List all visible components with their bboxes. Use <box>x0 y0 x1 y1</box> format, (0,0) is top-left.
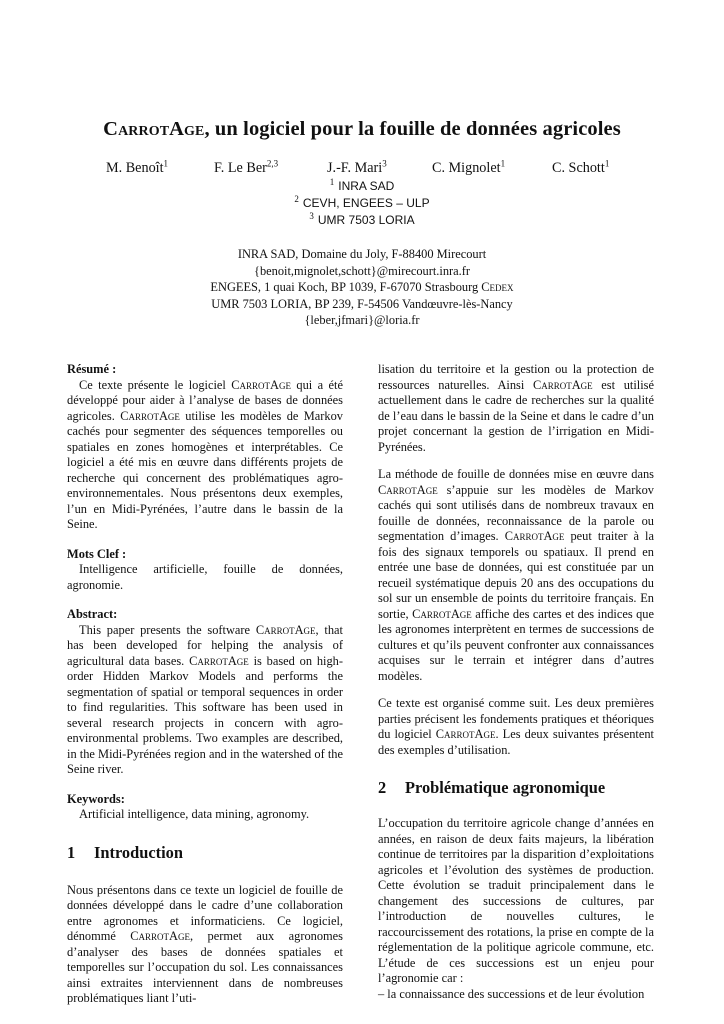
paragraph: lisation du territoire et la gestion ou la protection de ressources naturelles. Ainsi CarrotAge est utilisé actuellement dans le cadre de recherches sur la qualité de l’eau dans le bassin de la Seine et dans le cadre d’un projet concernant la gestion de l’irrigation en Midi-Pyrénées. <box>378 362 654 454</box>
title-carrot-a: A <box>169 118 185 140</box>
address-line: ENGEES, 1 quai Koch, BP 1039, F-67070 Strasbourg Cedex <box>210 280 514 295</box>
abstract-heading: Abstract: <box>67 607 118 621</box>
paragraph: L’occupation du territoire agricole change d’années en années, en raison de deux faits majeurs, la libération continue de territoires par la disparition d’exploitations agricoles et l’évolution des systèmes de production. Cette évolution se traduit principalement dans le changement des successions de cultures, par l’introduction de nouvelles cultures, le raccourcissement des rotations, la prise en compte de la réglementation de la politique agricole commune, etc. L’étude de ces successions est un enjeu pour l’agronomie car : <box>378 816 654 985</box>
paragraph: Ce texte est organisé comme suit. Les deux premières parties précisent les fondements pratiques et théoriques du logiciel CarrotAge. Les deux suivantes présentent des exemples d’utilisation. <box>378 696 655 757</box>
resume-text: Ce texte présente le logiciel CarrotAge qui a été développé pour aider à l’analyse de bases de données agricoles. CarrotAge utilise les modèles de Markov cachés pour segmenter des séquences temporelles ou spatiales en zones homogènes et interprétables. Ce logiciel a été mis en œuvre dans différents projets de recherche qui concernent des problématiques agro-environnementales. Nous présentons deux exemples, l’un en Midi-Pyrénées, l’autre dans le bassin de la Seine. <box>67 377 343 531</box>
motsclef-text: Intelligence artificielle, fouille de données, agronomie. <box>67 562 343 592</box>
author: C. Mignolet$^1$ <box>432 158 506 176</box>
paragraph: La méthode de fouille de données mise en œuvre dans CarrotAge s’appuie sur les modèles de Markov cachés qui sont utilisés dans de nombreux travaux en fouille de données, reconnaissance de la parole ou segmentation d’images. CarrotAge peut traiter à la fois des signaux temporels ou spatiaux. Il prend en entrée une base de données, qui est constituée par un recueil systématique depuis 20 ans des occupations du sol sur un ensemble de points du territoire français. En sortie, CarrotAge affiche des cartes et des indices que les agronomes interprètent en termes de successions de cultures et qu’ils peuvent confronter aux connaissances acquises sur le terrain et intégrer dans d’autres modèles. <box>378 467 655 683</box>
email-line: {benoit,mignolet,schott}@mirecourt.inra.fr <box>254 263 470 278</box>
address-block <box>0 246 724 329</box>
abstract-text: This paper presents the software CarrotAge, that has been developed for helping the analysis of agricultural data bases. CarrotAge is based on high-order Hidden Markov Models and performs the segmentation of spatial or temporal sequences in order to find regularities. This software has been used in several research projects in concern with agro-environmental problems. Two examples are described, in the Midi-Pyrénées region and in the watershed of the Seine river. <box>67 622 343 776</box>
paper-title <box>0 118 724 141</box>
left-column <box>67 362 343 1007</box>
address-line: INRA SAD, Domaine du Joly, F-88400 Mirecourt <box>237 247 487 261</box>
motsclef-heading: Mots Clef : <box>67 546 127 561</box>
keywords-text: Artificial intelligence, data mining, agronomy. <box>79 807 310 821</box>
author: F. Le Ber$^{2,3}$ <box>214 158 279 176</box>
affiliation-list <box>0 178 724 229</box>
title-carrot-ge: ge <box>184 118 205 140</box>
email-line: {leber,jfmari}@loria.fr <box>304 313 420 328</box>
title-carrot-arrot: arrot <box>118 118 170 140</box>
list-item: – la connaissance des successions et de leur évolution <box>378 986 645 1001</box>
section-heading-problematique: 2 Problématique agronomique <box>378 778 606 797</box>
affiliation: $^3$ UMR 7503 LORIA <box>309 211 415 227</box>
title-carrot-c: C <box>103 118 119 140</box>
address-line: UMR 7503 LORIA, BP 239, F-54506 Vandœuvre-lès-Nancy <box>211 296 513 311</box>
resume-heading: Résumé : <box>67 362 117 376</box>
section-heading-introduction: 1 Introduction <box>67 842 183 862</box>
affiliation: $^1$ INRA SAD <box>329 177 395 193</box>
introduction-text: Nous présentons dans ce texte un logiciel de fouille de données développé dans le cadre d’une collaboration entre agronomes et informaticiens. Ce logiciel, dénommé CarrotAge, permet aux agronomes d’analyser des bases de données spatiales et temporelles sur l’occupation du sol. Les connaissances ainsi extraites interviennent dans de nombreuses problématiques liant l’uti- <box>67 882 343 1005</box>
keywords-heading: Keywords: <box>67 791 125 806</box>
affiliation: $^2$ CEVH, ENGEES – ULP <box>294 194 430 210</box>
right-column <box>378 362 654 1002</box>
author: J.-F. Mari$^3$ <box>327 158 387 176</box>
author: C. Schott$^1$ <box>552 158 610 176</box>
author: M. Benoît$^1$ <box>106 158 169 176</box>
title-rest: , un logiciel pour la fouille de données agricoles <box>204 118 621 140</box>
